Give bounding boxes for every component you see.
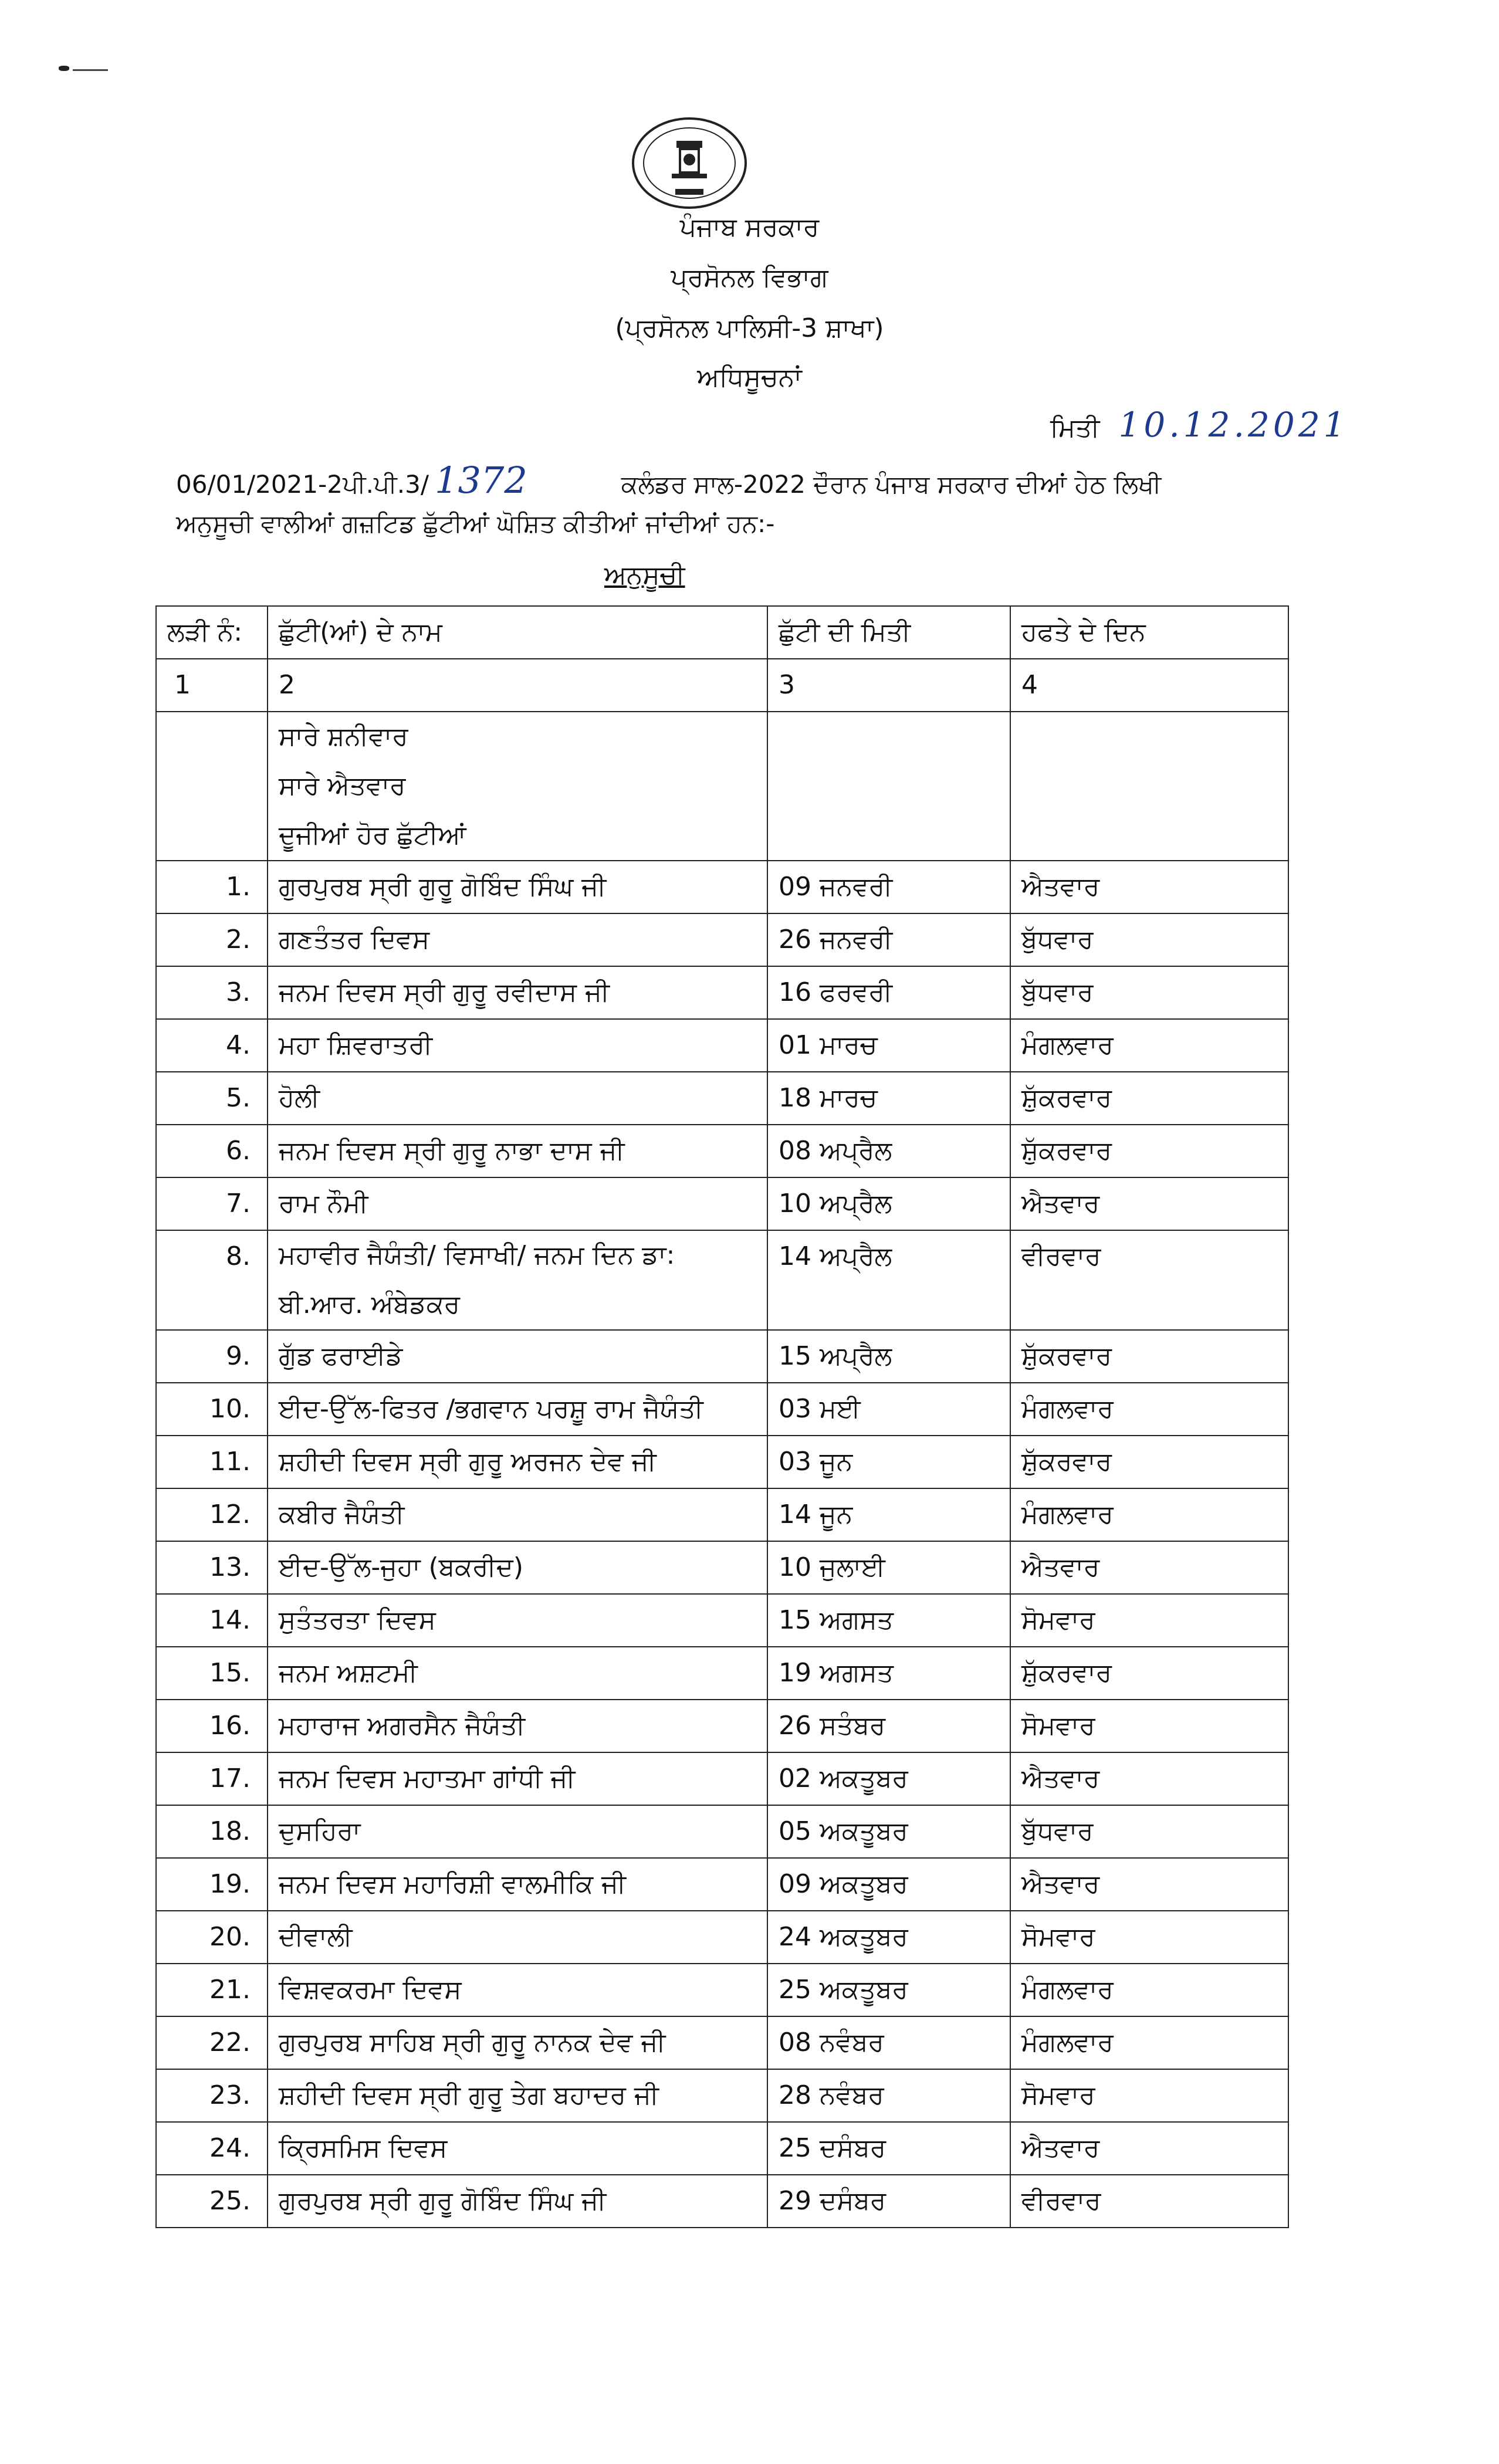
reference-number: 06/01/2021-2ਪੀ.ਪੀ.3/ (176, 470, 429, 499)
holiday-weekday: ਮੰਗਲਵਾਰ (1010, 2016, 1288, 2069)
holiday-name: ਕਬੀਰ ਜੈਯੰਤੀ (268, 1488, 767, 1541)
holiday-name: ਵਿਸ਼ਵਕਰਮਾ ਦਿਵਸ (268, 1964, 767, 2016)
holiday-date: 10 ਜੁਲਾਈ (767, 1541, 1010, 1594)
holiday-date: 29 ਦਸੰਬਰ (767, 2175, 1010, 2228)
serial-number: 19. (156, 1858, 268, 1911)
table-row (156, 1858, 1288, 1911)
government-name: ਪੰਜਾਬ ਸਰਕਾਰ (679, 212, 820, 242)
serial-number: 20. (156, 1911, 268, 1964)
serial-number: 8. (156, 1230, 268, 1330)
holiday-date: 19 ਅਗਸਤ (767, 1647, 1010, 1700)
table-row (156, 2175, 1288, 2228)
header-holiday-date: ਛੁੱਟੀ ਦੀ ਮਿਤੀ (767, 606, 1010, 659)
holiday-weekday: ਸ਼ੁੱਕਰਵਾਰ (1010, 1330, 1288, 1383)
holiday-date: 05 ਅਕਤੂਬਰ (767, 1805, 1010, 1858)
serial-number: 10. (156, 1383, 268, 1436)
holiday-date: 24 ਅਕਤੂਬਰ (767, 1911, 1010, 1964)
reference-line (176, 459, 1161, 502)
holiday-weekday: ਐਤਵਾਰ (1010, 861, 1288, 913)
holiday-weekday: ਸੋਮਵਾਰ (1010, 1911, 1288, 1964)
serial-number: 15. (156, 1647, 268, 1700)
table-row (156, 1594, 1288, 1647)
holiday-weekday: ਮੰਗਲਵਾਰ (1010, 1488, 1288, 1541)
document-type: ਅਧਿਸੂਚਨਾਂ (697, 363, 802, 392)
table-header-row (156, 606, 1288, 659)
holiday-date: 03 ਜੂਨ (767, 1436, 1010, 1488)
holiday-name: ਗੁੱਡ ਫਰਾਈਡੇ (268, 1330, 767, 1383)
holiday-date: 25 ਅਕਤੂਬਰ (767, 1964, 1010, 2016)
holiday-name: ਈਦ-ਉੱਲ-ਫਿਤਰ /ਭਗਵਾਨ ਪਰਸ਼ੂ ਰਾਮ ਜੈਯੰਤੀ (268, 1383, 767, 1436)
serial-number: 21. (156, 1964, 268, 2016)
holiday-weekday: ਮੰਗਲਵਾਰ (1010, 1019, 1288, 1072)
holiday-name-line: ਬੀ.ਆਰ. ਅੰਬੇਡਕਰ (279, 1289, 460, 1319)
serial-number: 18. (156, 1805, 268, 1858)
holiday-weekday: ਐਤਵਾਰ (1010, 1858, 1288, 1911)
holiday-weekday: ਸੋਮਵਾਰ (1010, 1594, 1288, 1647)
holiday-name: ਮਹਾ ਸ਼ਿਵਰਾਤਰੀ (268, 1019, 767, 1072)
holiday-name: ਜਨਮ ਦਿਵਸ ਮਹਾਤਮਾ ਗਾਂਧੀ ਜੀ (268, 1752, 767, 1805)
date-value: 10.12.2021 (1118, 405, 1349, 445)
holiday-rows (156, 861, 1288, 2228)
column-number: 2 (268, 659, 767, 712)
table-row (156, 1911, 1288, 1964)
holiday-date: 08 ਅਪ੍ਰੈਲ (767, 1125, 1010, 1177)
holiday-date: 09 ਜਨਵਰੀ (767, 861, 1010, 913)
date-line (1050, 405, 1349, 445)
holiday-name: ਸੁਤੰਤਰਤਾ ਦਿਵਸ (268, 1594, 767, 1647)
holiday-date: 26 ਸਤੰਬਰ (767, 1700, 1010, 1752)
holiday-name: ਸ਼ਹੀਦੀ ਦਿਵਸ ਸ੍ਰੀ ਗੁਰੂ ਤੇਗ ਬਹਾਦਰ ਜੀ (268, 2069, 767, 2122)
table-row (156, 1700, 1288, 1752)
holiday-date: 28 ਨਵੰਬਰ (767, 2069, 1010, 2122)
holiday-date: 10 ਅਪ੍ਰੈਲ (767, 1177, 1010, 1230)
holiday-weekday: ਵੀਰਵਾਰ (1010, 2175, 1288, 2228)
holiday-date: 01 ਮਾਰਚ (767, 1019, 1010, 1072)
table-row (156, 1330, 1288, 1383)
scan-mark-line (73, 69, 108, 71)
reference-number-handwritten: 1372 (435, 459, 527, 502)
scan-mark (59, 66, 69, 71)
intro-text: ਕਲੰਡਰ ਸਾਲ-2022 ਦੌਰਾਨ ਪੰਜਾਬ ਸਰਕਾਰ ਦੀਆਂ ਹੇਠ ਲਿਖੀ (621, 470, 1162, 499)
serial-number: 22. (156, 2016, 268, 2069)
holiday-name: ਜਨਮ ਦਿਵਸ ਸ੍ਰੀ ਗੁਰੂ ਨਾਭਾ ਦਾਸ ਜੀ (268, 1125, 767, 1177)
header-serial: ਲੜੀ ਨੰ: (156, 606, 268, 659)
holiday-name: ਕ੍ਰਿਸਮਿਸ ਦਿਵਸ (268, 2122, 767, 2175)
holiday-name: ਗੁਰਪੁਰਬ ਸਾਹਿਬ ਸ੍ਰੀ ਗੁਰੂ ਨਾਨਕ ਦੇਵ ਜੀ (268, 2016, 767, 2069)
table-row (156, 1125, 1288, 1177)
column-number: 3 (767, 659, 1010, 712)
column-number: 1 (156, 659, 268, 712)
serial-number: 17. (156, 1752, 268, 1805)
table-row (156, 913, 1288, 966)
other-holidays: ਦੂਜੀਆਂ ਹੋਰ ਛੁੱਟੀਆਂ (279, 820, 466, 850)
holiday-name: ਗੁਰਪੁਰਬ ਸ੍ਰੀ ਗੁਰੂ ਗੋਬਿੰਦ ਸਿੰਘ ਜੀ (268, 2175, 767, 2228)
table-row (156, 861, 1288, 913)
column-number-row (156, 659, 1288, 712)
holiday-name: ਈਦ-ਉੱਲ-ਜੁਹਾ (ਬਕਰੀਦ) (268, 1541, 767, 1594)
holiday-weekday: ਵੀਰਵਾਰ (1010, 1230, 1288, 1330)
holiday-name: ਜਨਮ ਅਸ਼ਟਮੀ (268, 1647, 767, 1700)
serial-number: 1. (156, 861, 268, 913)
table-row (156, 1177, 1288, 1230)
serial-number: 25. (156, 2175, 268, 2228)
emblem-seal-icon (631, 116, 748, 210)
holiday-date: 02 ਅਕਤੂਬਰ (767, 1752, 1010, 1805)
table-row (156, 966, 1288, 1019)
serial-number: 16. (156, 1700, 268, 1752)
serial-number: 12. (156, 1488, 268, 1541)
all-sundays: ਸਾਰੇ ਐਤਵਾਰ (279, 771, 406, 801)
serial-number: 3. (156, 966, 268, 1019)
holiday-weekday: ਐਤਵਾਰ (1010, 1177, 1288, 1230)
holiday-name: ਰਾਮ ਨੌਮੀ (268, 1177, 767, 1230)
table-row (156, 1488, 1288, 1541)
holiday-weekday: ਸ਼ੁੱਕਰਵਾਰ (1010, 1647, 1288, 1700)
schedule-title: ਅਨੁਸੂਚੀ (604, 560, 685, 590)
holiday-date: 03 ਮਈ (767, 1383, 1010, 1436)
holiday-weekday: ਬੁੱਧਵਾਰ (1010, 1805, 1288, 1858)
serial-number: 2. (156, 913, 268, 966)
holiday-name: ਦੀਵਾਲੀ (268, 1911, 767, 1964)
date-label: ਮਿਤੀ (1050, 413, 1100, 443)
holiday-date: 08 ਨਵੰਬਰ (767, 2016, 1010, 2069)
holiday-name: ਸ਼ਹੀਦੀ ਦਿਵਸ ਸ੍ਰੀ ਗੁਰੂ ਅਰਜਨ ਦੇਵ ਜੀ (268, 1436, 767, 1488)
holiday-name: ਹੋਲੀ (268, 1072, 767, 1125)
holiday-name-line: ਮਹਾਵੀਰ ਜੈਯੰਤੀ/ ਵਿਸਾਖੀ/ ਜਨਮ ਦਿਨ ਡਾ: (279, 1240, 675, 1270)
holiday-weekday: ਮੰਗਲਵਾਰ (1010, 1383, 1288, 1436)
intro-text-continued: ਅਨੁਸੂਚੀ ਵਾਲੀਆਂ ਗਜ਼ਟਿਡ ਛੁੱਟੀਆਂ ਘੋਸ਼ਿਤ ਕੀਤੀਆਂ ਜਾਂਦੀਆਂ ਹਨ:- (176, 509, 775, 538)
holiday-name: ਗੁਰਪੁਰਬ ਸ੍ਰੀ ਗੁਰੂ ਗੋਬਿੰਦ ਸਿੰਘ ਜੀ (268, 861, 767, 913)
table-row (156, 1230, 1288, 1330)
table-row (156, 1541, 1288, 1594)
serial-number: 14. (156, 1594, 268, 1647)
table-row (156, 1019, 1288, 1072)
holiday-date: 14 ਜੂਨ (767, 1488, 1010, 1541)
holiday-weekday: ਐਤਵਾਰ (1010, 2122, 1288, 2175)
holiday-date: 09 ਅਕਤੂਬਰ (767, 1858, 1010, 1911)
general-holidays-row (156, 712, 1288, 861)
holiday-name: ਮਹਾਰਾਜ ਅਗਰਸੈਨ ਜੈਯੰਤੀ (268, 1700, 767, 1752)
header-holiday-name: ਛੁੱਟੀ(ਆਂ) ਦੇ ਨਾਮ (268, 606, 767, 659)
holiday-weekday: ਸੋਮਵਾਰ (1010, 2069, 1288, 2122)
holiday-name: ਗਣਤੰਤਰ ਦਿਵਸ (268, 913, 767, 966)
table-row (156, 2016, 1288, 2069)
holiday-weekday: ਮੰਗਲਵਾਰ (1010, 1964, 1288, 2016)
table-row (156, 1647, 1288, 1700)
column-number: 4 (1010, 659, 1288, 712)
holiday-weekday: ਸ਼ੁੱਕਰਵਾਰ (1010, 1072, 1288, 1125)
branch-name: (ਪ੍ਰਸੋਨਲ ਪਾਲਿਸੀ-3 ਸ਼ਾਖਾ) (615, 313, 884, 343)
holiday-weekday: ਸ਼ੁੱਕਰਵਾਰ (1010, 1125, 1288, 1177)
department-name: ਪ੍ਰਸੋਨਲ ਵਿਭਾਗ (671, 263, 828, 293)
table-row (156, 1383, 1288, 1436)
header-weekday: ਹਫਤੇ ਦੇ ਦਿਨ (1010, 606, 1288, 659)
holiday-weekday: ਐਤਵਾਰ (1010, 1752, 1288, 1805)
holiday-weekday: ਬੁੱਧਵਾਰ (1010, 966, 1288, 1019)
serial-number: 24. (156, 2122, 268, 2175)
serial-number: 5. (156, 1072, 268, 1125)
serial-number: 4. (156, 1019, 268, 1072)
holiday-name (268, 1230, 767, 1330)
holiday-name: ਜਨਮ ਦਿਵਸ ਸ੍ਰੀ ਗੁਰੂ ਰਵੀਦਾਸ ਜੀ (268, 966, 767, 1019)
all-saturdays: ਸਾਰੇ ਸ਼ਨੀਵਾਰ (279, 722, 408, 752)
serial-number: 6. (156, 1125, 268, 1177)
holiday-date: 14 ਅਪ੍ਰੈਲ (767, 1230, 1010, 1330)
serial-number: 23. (156, 2069, 268, 2122)
holiday-date: 18 ਮਾਰਚ (767, 1072, 1010, 1125)
holiday-weekday: ਬੁੱਧਵਾਰ (1010, 913, 1288, 966)
table-row (156, 1436, 1288, 1488)
table-row (156, 2069, 1288, 2122)
serial-number: 7. (156, 1177, 268, 1230)
table-row (156, 1072, 1288, 1125)
holiday-weekday: ਐਤਵਾਰ (1010, 1541, 1288, 1594)
table-row (156, 1805, 1288, 1858)
holiday-weekday: ਸੋਮਵਾਰ (1010, 1700, 1288, 1752)
serial-number: 11. (156, 1436, 268, 1488)
holiday-date: 16 ਫਰਵਰੀ (767, 966, 1010, 1019)
holiday-weekday: ਸ਼ੁੱਕਰਵਾਰ (1010, 1436, 1288, 1488)
holiday-date: 25 ਦਸੰਬਰ (767, 2122, 1010, 2175)
holiday-date: 15 ਅਗਸਤ (767, 1594, 1010, 1647)
serial-number: 9. (156, 1330, 268, 1383)
holiday-name: ਜਨਮ ਦਿਵਸ ਮਹਾਰਿਸ਼ੀ ਵਾਲਮੀਕਿ ਜੀ (268, 1858, 767, 1911)
serial-number: 13. (156, 1541, 268, 1594)
holiday-date: 15 ਅਪ੍ਰੈਲ (767, 1330, 1010, 1383)
table-row (156, 1964, 1288, 2016)
table-row (156, 2122, 1288, 2175)
table-row (156, 1752, 1288, 1805)
holiday-date: 26 ਜਨਵਰੀ (767, 913, 1010, 966)
holiday-name: ਦੁਸਹਿਰਾ (268, 1805, 767, 1858)
holiday-table (155, 605, 1289, 2228)
